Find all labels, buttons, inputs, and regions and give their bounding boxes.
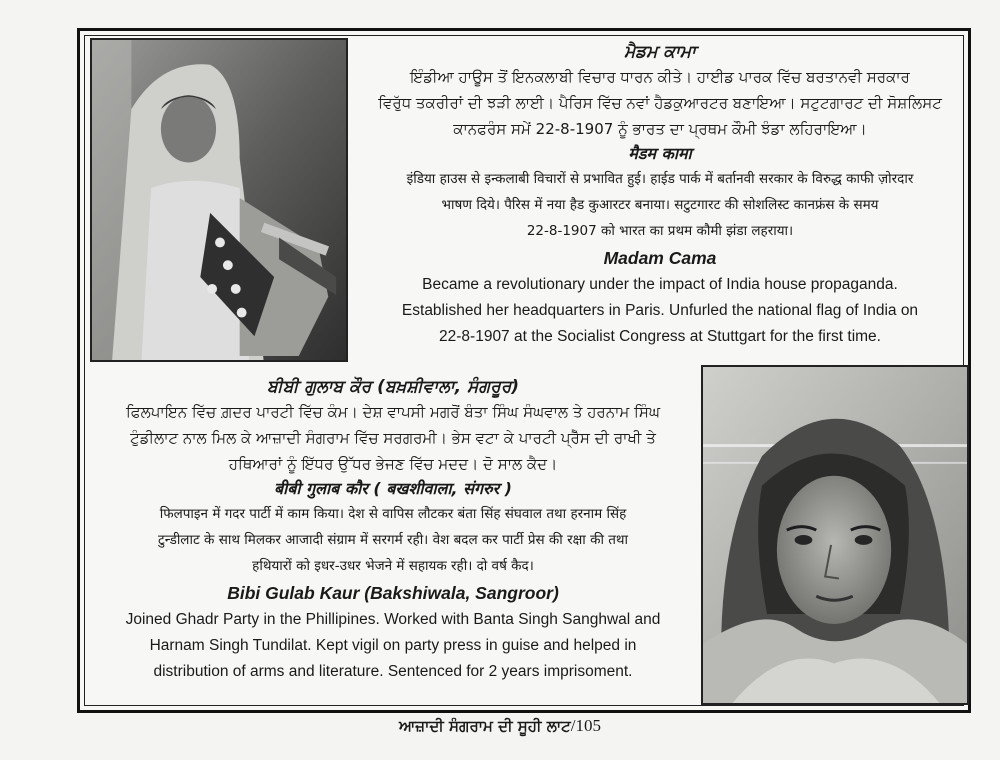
gulab-kaur-heading-hindi: बीबी गुलाब कौर ( बखशीवाला, संगरुर ) [273, 479, 512, 498]
gulab-kaur-heading-english: Bibi Gulab Kaur (Bakshiwala, Sangroor) [227, 583, 559, 603]
text-line: Became a revolutionary under the impact of India house propaganda. [422, 276, 898, 293]
text-line: distribution of arms and literature. Sentenced for 2 years imprisoment. [153, 663, 633, 680]
gulab-kaur-heading-punjabi: ਬੀਬੀ ਗੁਲਾਬ ਕੌਰ (ਬਖ਼ਸ਼ੀਵਾਲਾ, ਸੰਗਰੂਰ) [267, 377, 519, 397]
text-line: 22-8-1907 को भारत का प्रथम कौमी झंडा लहराया। [526, 223, 794, 239]
text-line: हथियारों को इधर-उधर भेजने में सहायक रही। दो वर्ष कैद। [252, 558, 534, 574]
text-line: भाषण दिये। पैरिस में नया हैड कुआरटर बनाया। सटुटगारट की सोशलिस्ट कानफ्रंस के समय [441, 197, 879, 213]
madam-cama-heading-hindi: मैडम कामा [628, 144, 692, 163]
madam-cama-section [355, 40, 965, 350]
bibi-gulab-kaur-section [88, 375, 698, 685]
gulab-kaur-photo [701, 365, 969, 705]
book-title: ਆਜ਼ਾਦੀ ਸੰਗਰਾਮ ਦੀ ਸੂਹੀ ਲਾਟ [398, 717, 571, 735]
madam-cama-text-english [355, 272, 965, 350]
text-line: Established her headquarters in Paris. Unfurled the national flag of India on [401, 302, 919, 319]
gulab-kaur-text-hindi [88, 501, 698, 579]
footer-separator: / [570, 716, 576, 735]
text-line: टुन्डीलाट के साथ मिलकर आजादी संग्राम में सरगर्म रही। वेश बदल कर पार्टी प्रेस की रक्षा की तथा [157, 532, 629, 548]
text-line: ਹਥਿਆਰਾਂ ਨੂੰ ਇੱਧਰ ਉੱਧਰ ਭੇਜਣ ਵਿੱਚ ਮਦਦ। ਦੋ ਸਾਲ ਕੈਦ। [228, 455, 558, 473]
gulab-kaur-text-punjabi [88, 399, 698, 477]
gulab-kaur-portrait-image [703, 367, 967, 703]
text-line: 22-8-1907 at the Socialist Congress at Stuttgart for the first time. [439, 328, 881, 345]
text-line: इंडिया हाउस से इन्कलाबी विचारों से प्रभावित हुई। हाईड पार्क में बर्तानवी सरकार के विरुद्ध काफी ज़ोरदार [406, 171, 914, 187]
madam-cama-text-hindi [355, 166, 965, 244]
gulab-kaur-text-english [88, 607, 698, 685]
text-line: Joined Ghadr Party in the Phillipines. Worked with Banta Singh Sanghwal and [125, 611, 661, 628]
text-line: ਕਾਨਫਰੰਸ ਸਮੇਂ 22-8-1907 ਨੂੰ ਭਾਰਤ ਦਾ ਪ੍ਰਥਮ ਕੌਮੀ ਝੰਡਾ ਲਹਿਰਾਇਆ। [453, 120, 867, 138]
page-number: 105 [575, 716, 602, 735]
text-line: Harnam Singh Tundilat. Kept vigil on party press in guise and helped in [149, 637, 637, 654]
madam-cama-heading-english: Madam Cama [603, 248, 717, 268]
madam-cama-heading-punjabi: ਮੈਡਮ ਕਾਮਾ [624, 42, 696, 62]
page-footer [0, 716, 1000, 736]
text-line: ਵਿਰੁੱਧ ਤਕਰੀਰਾਂ ਦੀ ਝੜੀ ਲਾਈ। ਪੈਰਿਸ ਵਿੱਚ ਨਵਾਂ ਹੈਡਕੁਆਰਟਰ ਬਣਾਇਆ। ਸਟੁਟਗਾਰਟ ਦੀ ਸੋਸ਼ਲਿਸਟ [378, 94, 942, 112]
madam-cama-text-punjabi [355, 64, 965, 142]
text-line: ਇੰਡੀਆ ਹਾਊਸ ਤੋਂ ਇਨਕਲਾਬੀ ਵਿਚਾਰ ਧਾਰਨ ਕੀਤੇ। ਹਾਈਡ ਪਾਰਕ ਵਿੱਚ ਬਰਤਾਨਵੀ ਸਰਕਾਰ [410, 68, 910, 86]
madam-cama-portrait-image [92, 40, 346, 360]
madam-cama-photo [90, 38, 348, 362]
text-line: ਫਿਲਪਾਇਨ ਵਿੱਚ ਗ਼ਦਰ ਪਾਰਟੀ ਵਿੱਚ ਕੰਮ। ਦੇਸ਼ ਵਾਪਸੀ ਮਗਰੋਂ ਬੰਤਾ ਸਿੰਘ ਸੰਘਵਾਲ ਤੇ ਹਰਨਾਮ ਸਿੰਘ [125, 403, 661, 421]
text-line: फिलपाइन में गदर पार्टी में काम किया। देश से वापिस लौटकर बंता सिंह संघवाल तथा हरनाम सिंह [159, 506, 627, 522]
text-line: ਟੁੰਡੀਲਾਟ ਨਾਲ ਮਿਲ ਕੇ ਆਜ਼ਾਦੀ ਸੰਗਰਾਮ ਵਿੱਚ ਸਰਗਰਮੀ। ਭੇਸ ਵਟਾ ਕੇ ਪਾਰਟੀ ਪ੍ਰੈੱਸ ਦੀ ਰਾਖੀ ਤੇ [130, 429, 656, 447]
